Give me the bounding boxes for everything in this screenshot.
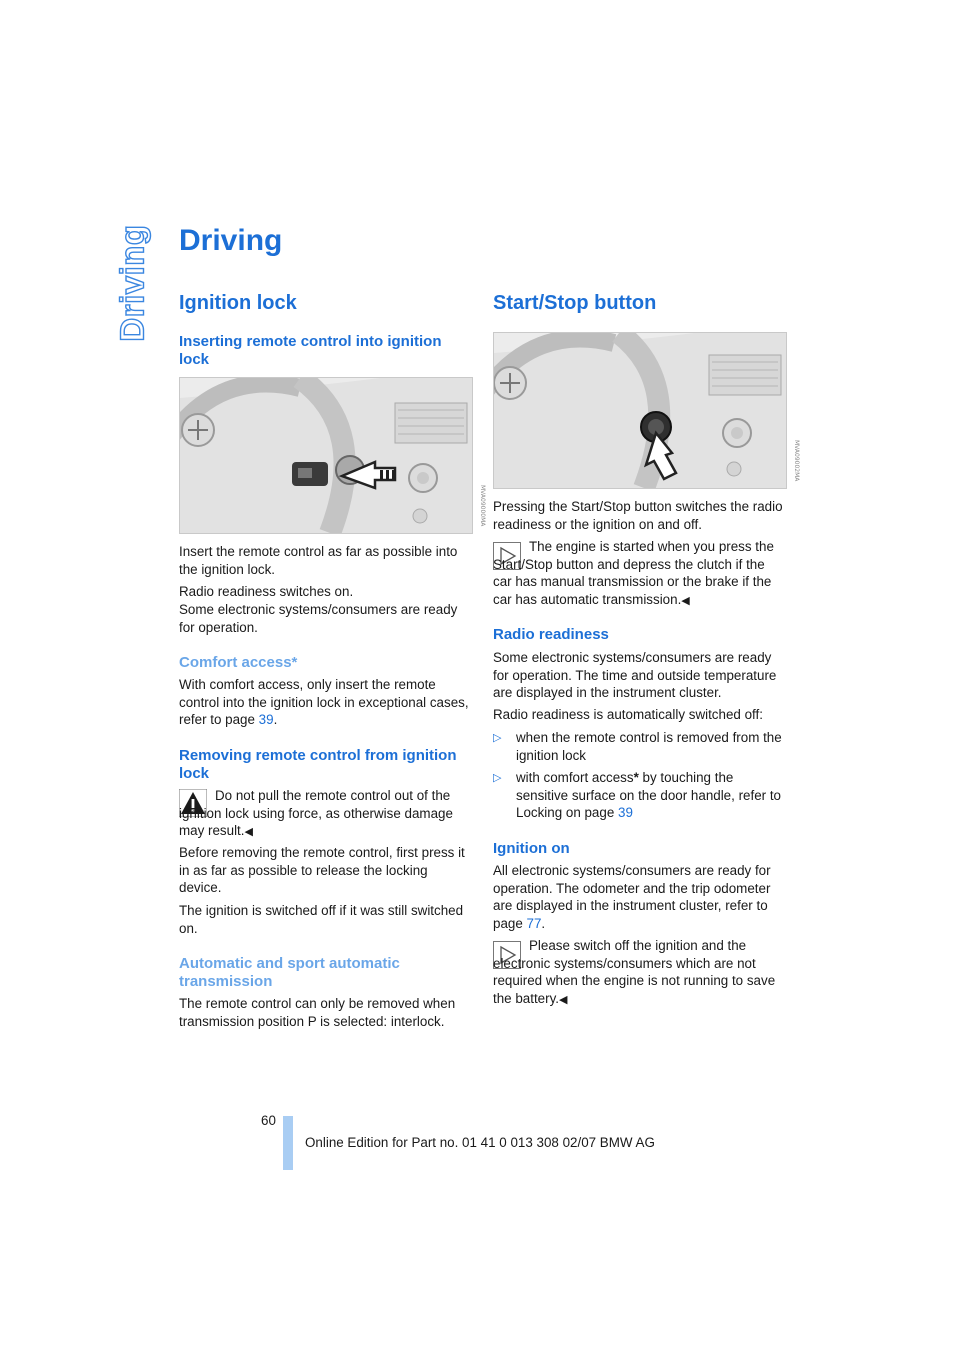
subheading-radio-readiness: Radio readiness <box>493 626 609 643</box>
paragraph-radio-switched-off: Radio readiness is automatically switched off: <box>493 707 763 722</box>
bullet-remote-removed: when the remote control is removed from the ignition lock <box>516 730 782 763</box>
note-switch-off <box>493 937 785 1009</box>
warning-text-body: Do not pull the remote control out of the ignition lock using force, as otherwise damage may result. <box>179 788 453 839</box>
page-number: 60 <box>261 1113 276 1128</box>
footer-bar <box>283 1116 293 1170</box>
figure-code: MVA09002MA <box>793 440 800 482</box>
end-mark: ◀ <box>559 993 568 1006</box>
page-title: Driving <box>179 224 283 257</box>
asterisk: * <box>633 770 639 785</box>
side-chapter-tab <box>112 224 154 342</box>
paragraph-radio-readiness: Some electronic systems/consumers are ready for operation. The time and outside temperature are displayed in the instrument cluster. <box>493 650 777 701</box>
subheading-automatic-transmission: Automatic and sport automatic transmission <box>179 955 400 990</box>
paragraph-systems-ready: Some electronic systems/consumers are ready for operation. <box>179 602 458 635</box>
comfort-access-text: With comfort access, only insert the remote control into the ignition lock in exceptional cases, refer to page <box>179 677 469 728</box>
ignition-on-end: . <box>541 915 546 931</box>
bullet-comfort-text: with comfort access <box>516 770 634 785</box>
page-link-77[interactable]: 77 <box>526 915 542 931</box>
side-chapter-tab-label: Driving <box>114 224 151 342</box>
comfort-access-end: . <box>273 712 278 728</box>
figure-ignition-lock <box>179 377 473 534</box>
footer-edition: Online Edition for Part no. 01 41 0 013 308 02/07 BMW AG <box>305 1135 655 1150</box>
paragraph-comfort-access <box>179 676 471 729</box>
paragraph-start-stop-switches: Pressing the Start/Stop button switches the radio readiness or the ignition on and off. <box>493 499 783 532</box>
paragraph-insert-remote: Insert the remote control as far as possible into the ignition lock. <box>179 544 458 577</box>
note-engine-start <box>493 538 785 610</box>
bullet-marker: ▷ <box>493 772 502 784</box>
bullet-marker: ▷ <box>493 732 502 744</box>
ignition-on-text: All electronic systems/consumers are ready for operation. The odometer and the trip odometer are displayed in the instrument cluster, refer to page <box>493 863 771 931</box>
paragraph-before-removing: Before removing the remote control, first press it in as far as possible to release the locking device. <box>179 845 465 896</box>
section-heading-ignition-lock: Ignition lock <box>179 292 297 314</box>
paragraph-radio-readiness-on: Radio readiness switches on. <box>179 584 354 599</box>
note-engine-start-text: The engine is started when you press the Start/Stop button and depress the clutch if the car has manual transmission or the brake if the car has automatic transmission. <box>493 539 774 607</box>
paragraph-ignition-on <box>493 862 785 932</box>
subheading-comfort-access: Comfort access* <box>179 654 298 671</box>
page-link-39[interactable]: 39 <box>258 712 274 728</box>
bullet-comfort-access <box>516 769 784 822</box>
note-switch-off-text: Please switch off the ignition and the electronic systems/consumers which are not required when the engine is not running to save the battery. <box>493 938 776 1006</box>
paragraph-interlock: The remote control can only be removed when transmission position P is selected: interlock. <box>179 996 456 1029</box>
subheading-removing-remote: Removing remote control from ignition lock <box>179 747 457 782</box>
page-link-39[interactable]: 39 <box>618 805 633 821</box>
figure-code: MVA09000MA <box>479 485 486 527</box>
end-mark: ◀ <box>681 594 690 607</box>
subheading-inserting-remote: Inserting remote control into ignition lock <box>179 333 442 368</box>
end-mark: ◀ <box>244 826 253 839</box>
warning-text <box>179 787 471 842</box>
bullet-comfort-rest: by touching the sensitive surface on the door handle, refer to Locking on page <box>516 770 781 821</box>
start-stop-illustration <box>494 333 786 488</box>
ignition-lock-illustration <box>180 378 472 533</box>
subheading-ignition-on: Ignition on <box>493 840 570 857</box>
section-heading-start-stop: Start/Stop button <box>493 292 657 314</box>
paragraph-ignition-off: The ignition is switched off if it was still switched on. <box>179 903 464 936</box>
figure-start-stop-button <box>493 332 787 489</box>
